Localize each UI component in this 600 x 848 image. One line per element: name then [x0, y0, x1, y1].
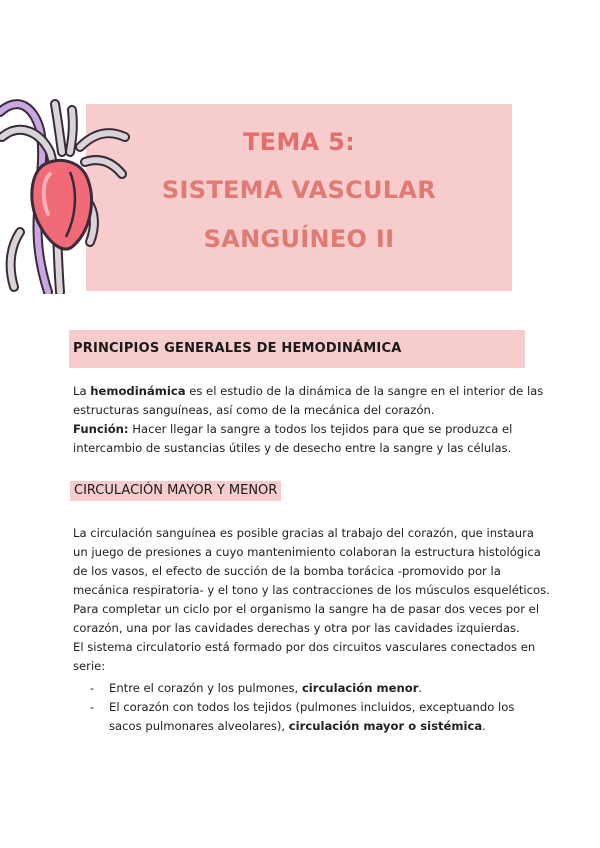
body-line: de los vasos, el efecto de succión de la bomba torácica -promovido por la: [73, 564, 501, 578]
section-heading-hemodinamica: PRINCIPIOS GENERALES DE HEMODINÁMICA: [73, 341, 402, 356]
title-line-1: TEMA 5:: [243, 128, 355, 156]
body-line: Para completar un ciclo por el organismo la sangre ha de pasar dos veces por el: [73, 602, 540, 616]
body-line: mecánica respiratoria- y el tono y las contracciones de los músculos esqueléticos.: [73, 583, 550, 597]
body-line: El sistema circulatorio está formado por dos circuitos vasculares conectados en: [73, 640, 536, 654]
list-dash: -: [90, 700, 95, 714]
title-line-3: SANGUÍNEO II: [203, 225, 395, 253]
body-line: La circulación sanguínea es posible gracias al trabajo del corazón, que instaura: [73, 526, 534, 540]
paragraph-function-line2: intercambio de sustancias útiles y de desecho entre la sangre y las células.: [73, 441, 512, 455]
body-line: un juego de presiones a cuyo mantenimiento colaboran la estructura histológica: [73, 545, 541, 559]
section-heading-circulacion: CIRCULACIÓN MAYOR Y MENOR: [70, 481, 281, 501]
list-dash: -: [90, 681, 95, 695]
body-line: corazón, una por las cavidades derechas y otra por las cavidades izquierdas.: [73, 621, 520, 635]
paragraph-definition-line2: estructuras sanguíneas, así como de la mecánica del corazón.: [73, 403, 435, 417]
paragraph-definition: La hemodinámica es el estudio de la dinámica de la sangre en el interior de las: [73, 384, 544, 398]
title-line-2: SISTEMA VASCULAR: [161, 176, 437, 204]
body-line: serie:: [73, 659, 106, 673]
paragraph-function: Función: Hacer llegar la sangre a todos los tejidos para que se produzca el: [73, 422, 513, 436]
